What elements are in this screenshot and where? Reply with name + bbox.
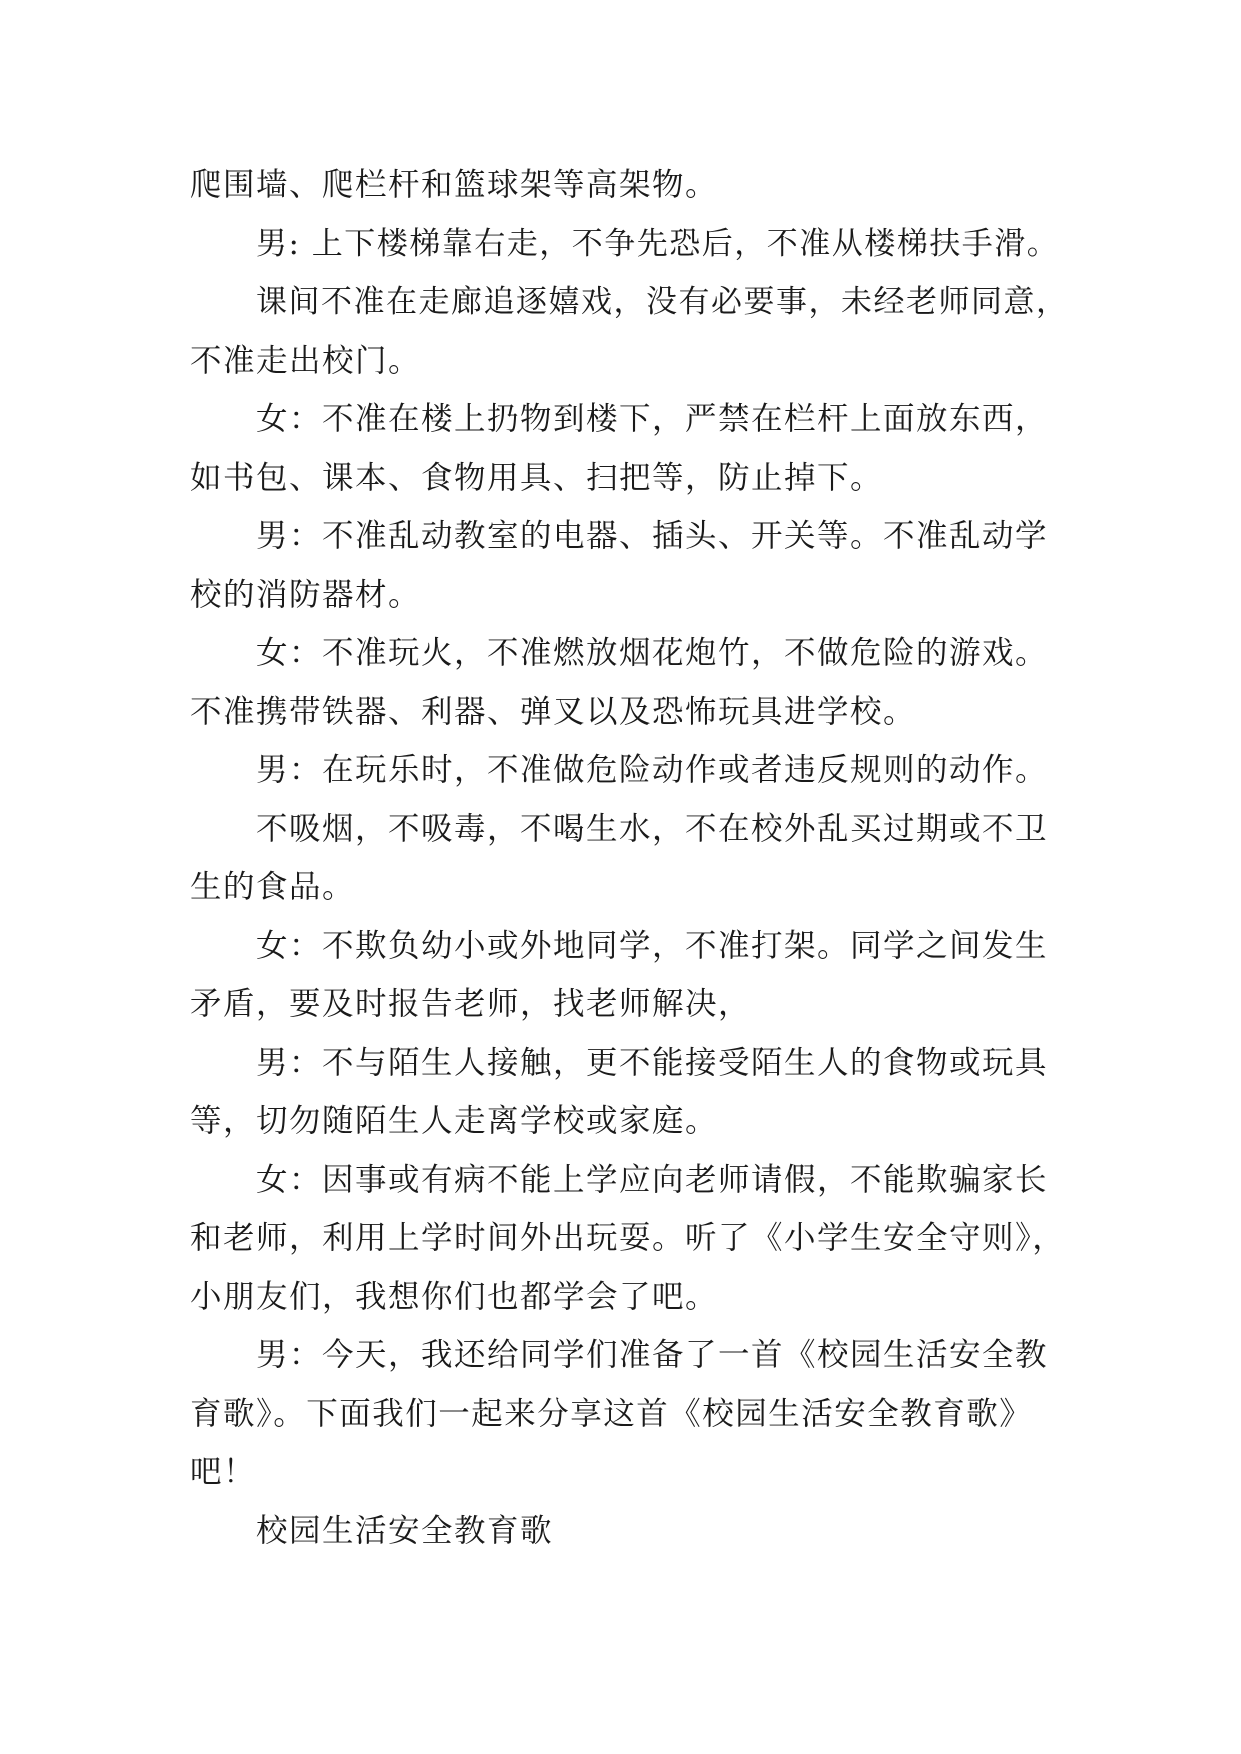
text-line: 校的消防器材。: [190, 576, 422, 613]
text-line: 矛盾，要及时报告老师，找老师解决，: [190, 986, 752, 1022]
text-line: 男：不准乱动教室的电器、插头、开关等。不准乱动学: [256, 518, 1049, 554]
text-line: 男：不与陌生人接触，更不能接受陌生人的食物或玩具: [256, 1044, 1049, 1081]
text-line: 小朋友们，我想你们也都学会了吧。: [190, 1278, 719, 1315]
text-line: 生的食品。: [190, 869, 356, 905]
text-line: 女：不欺负幼小或外地同学，不准打架。同学之间发生: [256, 927, 1049, 964]
text-line: 女：不准玩火，不准燃放烟花炮竹，不做危险的游戏。: [256, 635, 1049, 671]
document-body: [190, 156, 1070, 1560]
text-line: 女：不准在楼上扔物到楼下，严禁在栏杆上面放东西，: [256, 401, 1049, 437]
text-line: 如书包、课本、食物用具、扫把等，防止掉下。: [190, 459, 884, 496]
text-line: 等，切勿随陌生人走离学校或家庭。: [190, 1103, 719, 1139]
text-line: 不吸烟，不吸毒，不喝生水，不在校外乱买过期或不卫: [256, 810, 1049, 847]
text-line: 育歌》。下面我们一起来分享这首《校园生活安全教育歌》: [190, 1395, 1033, 1432]
text-line: 吧！: [190, 1454, 257, 1490]
text-line: 和老师，利用上学时间外出玩耍。听了《小学生安全守则》，: [190, 1220, 1066, 1256]
text-line: 男: 上下楼梯靠右走，不争先恐后，不准从楼梯扶手滑。: [256, 225, 1060, 262]
text-line: 不准走出校门。: [190, 342, 422, 379]
text-line: 男：今天，我还给同学们准备了一首《校园生活安全教: [256, 1337, 1049, 1373]
text-line: 女：因事或有病不能上学应向老师请假，不能欺骗家长: [256, 1161, 1049, 1198]
text-line: 课间不准在走廊追逐嬉戏，没有必要事，未经老师同意，: [256, 284, 1069, 320]
text-line: 不准携带铁器、利器、弹叉以及恐怖玩具进学校。: [190, 693, 917, 730]
text-line: 爬围墙、爬栏杆和篮球架等高架物。: [190, 167, 719, 203]
song-title: 校园生活安全教育歌: [256, 1512, 554, 1549]
text-line: 男：在玩乐时，不准做危险动作或者违反规则的动作。: [256, 752, 1049, 788]
